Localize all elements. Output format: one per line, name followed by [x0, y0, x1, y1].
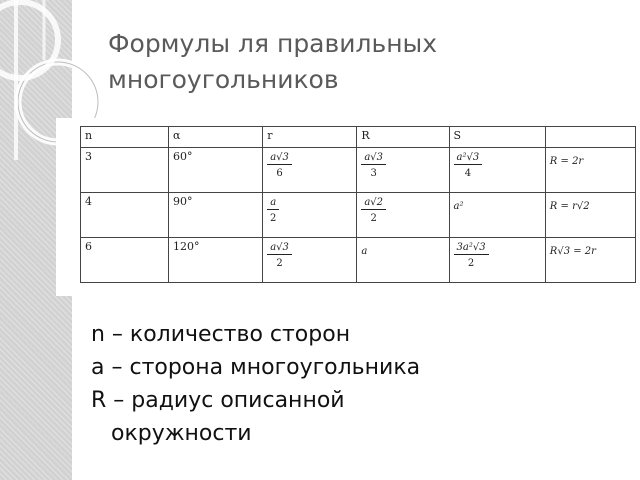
header-r: r — [263, 127, 357, 148]
formula-table-image — [56, 118, 636, 296]
cell-S — [449, 193, 545, 238]
fraction — [361, 197, 386, 224]
formula-text: R√3 = 2r — [549, 246, 596, 257]
formula-text: R = r√2 — [549, 201, 590, 212]
table-row — [81, 193, 636, 238]
definition-n: n – количество сторон — [91, 322, 351, 347]
cell-extra — [545, 193, 635, 238]
definition-R-continued: окружности — [111, 421, 252, 446]
cell-alpha: 60° — [169, 148, 263, 193]
denominator: 2 — [269, 213, 277, 224]
slide-title: Формулы ля правильных многоугольников — [108, 29, 438, 94]
cell-extra — [545, 238, 635, 283]
table-header-row — [81, 127, 636, 148]
fraction — [267, 152, 292, 179]
cell-n: 3 — [81, 148, 169, 193]
formula-text: R = 2r — [549, 156, 584, 167]
denominator: 4 — [464, 168, 472, 179]
cell-alpha: 90° — [169, 193, 263, 238]
cell-R — [357, 193, 449, 238]
fraction — [267, 197, 279, 224]
fraction — [454, 152, 483, 179]
header-extra — [545, 127, 635, 148]
fraction — [454, 242, 489, 269]
cell-S — [449, 148, 545, 193]
header-n: n — [81, 127, 169, 148]
table-row — [81, 238, 636, 283]
numerator: a√3 — [267, 152, 292, 165]
cell-r — [263, 148, 357, 193]
cell-n: 6 — [81, 238, 169, 283]
definition-a: a – сторона многоугольника — [91, 355, 421, 380]
formula-text: a² — [453, 201, 464, 212]
denominator: 3 — [370, 168, 377, 179]
numerator: a — [267, 197, 279, 210]
cell-R — [357, 238, 449, 283]
cell-S — [449, 238, 545, 283]
header-alpha: α — [169, 127, 263, 148]
fraction — [267, 242, 292, 269]
table-row — [81, 148, 636, 193]
header-S: S — [449, 127, 545, 148]
cell-R — [357, 148, 449, 193]
denominator: 2 — [370, 213, 377, 224]
cell-r — [263, 193, 357, 238]
denominator: 2 — [467, 258, 475, 269]
numerator: 3a²√3 — [454, 242, 489, 255]
cell-extra — [545, 148, 635, 193]
definitions-list — [91, 318, 611, 450]
numerator: a√3 — [361, 152, 386, 165]
denominator: 6 — [276, 168, 283, 179]
formula-text: a — [361, 246, 368, 257]
cell-n: 4 — [81, 193, 169, 238]
cell-r — [263, 238, 357, 283]
cell-alpha: 120° — [169, 238, 263, 283]
numerator: a²√3 — [454, 152, 483, 165]
numerator: a√3 — [267, 242, 292, 255]
formula-table — [80, 126, 636, 283]
definition-R: R – радиус описанной — [91, 388, 345, 413]
denominator: 2 — [276, 258, 283, 269]
numerator: a√2 — [361, 197, 386, 210]
header-R: R — [357, 127, 449, 148]
fraction — [361, 152, 386, 179]
